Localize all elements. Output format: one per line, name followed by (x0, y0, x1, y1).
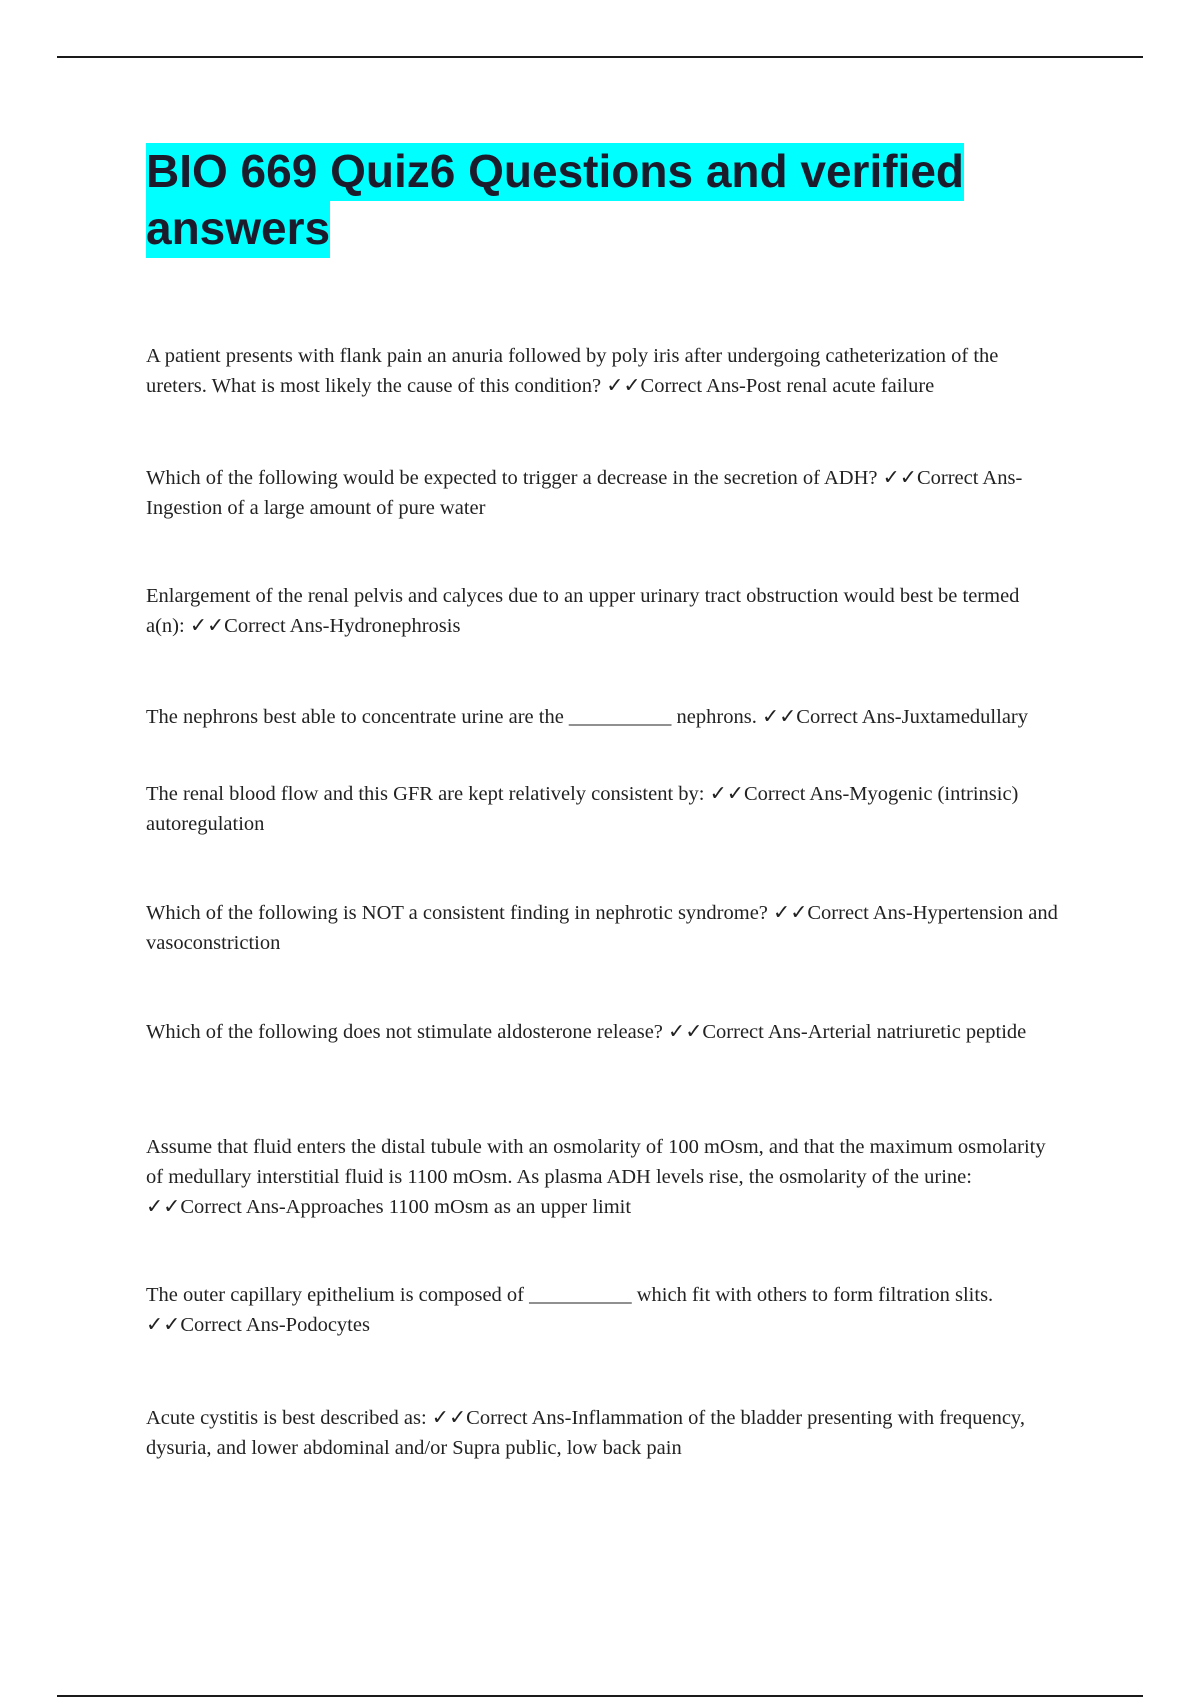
qa-item-8: Assume that fluid enters the distal tubule with an osmolarity of 100 mOsm, and that the maximum osmolarity of medullary interstitial fluid is 1100 mOsm. As plasma ADH levels rise, the osmolarity of the urine: ✓✓Correct Ans-Approaches 1100 mOsm as an upper limit (146, 1136, 1046, 1218)
document-title (146, 143, 1046, 257)
qa-item-7: Which of the following does not stimulate aldosterone release? ✓✓Correct Ans-Arterial natriuretic peptide (146, 1021, 1027, 1043)
qa-item-2: Which of the following would be expected to trigger a decrease in the secretion of ADH? ✓✓Correct Ans-Ingestion of a large amount of pure water (146, 467, 1023, 519)
qa-item-6: Which of the following is NOT a consistent finding in nephrotic syndrome? ✓✓Correct Ans-Hypertension and vasoconstriction (146, 902, 1058, 954)
top-rule (57, 56, 1143, 58)
qa-item-10: Acute cystitis is best described as: ✓✓Correct Ans-Inflammation of the bladder presenting with frequency, dysuria, and lower abdominal and/or Supra public, low back pain (146, 1407, 1025, 1459)
qa-item-5: The renal blood flow and this GFR are kept relatively consistent by: ✓✓Correct Ans-Myogenic (intrinsic) autoregulation (146, 783, 1019, 835)
bottom-rule (57, 1695, 1143, 1697)
qa-item-3: Enlargement of the renal pelvis and calyces due to an upper urinary tract obstruction would best be termed a(n): ✓✓Correct Ans-Hydronephrosis (146, 585, 1020, 637)
qa-item-4: The nephrons best able to concentrate urine are the __________ nephrons. ✓✓Correct Ans-Juxtamedullary (146, 706, 1029, 728)
qa-item-9: The outer capillary epithelium is composed of __________ which fit with others to form filtration slits. ✓✓Correct Ans-Podocytes (146, 1284, 994, 1336)
qa-item-1: A patient presents with flank pain an anuria followed by poly iris after undergoing catheterization of the ureters. What is most likely the cause of this condition? ✓✓Correct Ans-Post renal acute failure (146, 345, 999, 397)
document-title-highlight: BIO 669 Quiz6 Questions and verified answers (146, 143, 964, 258)
